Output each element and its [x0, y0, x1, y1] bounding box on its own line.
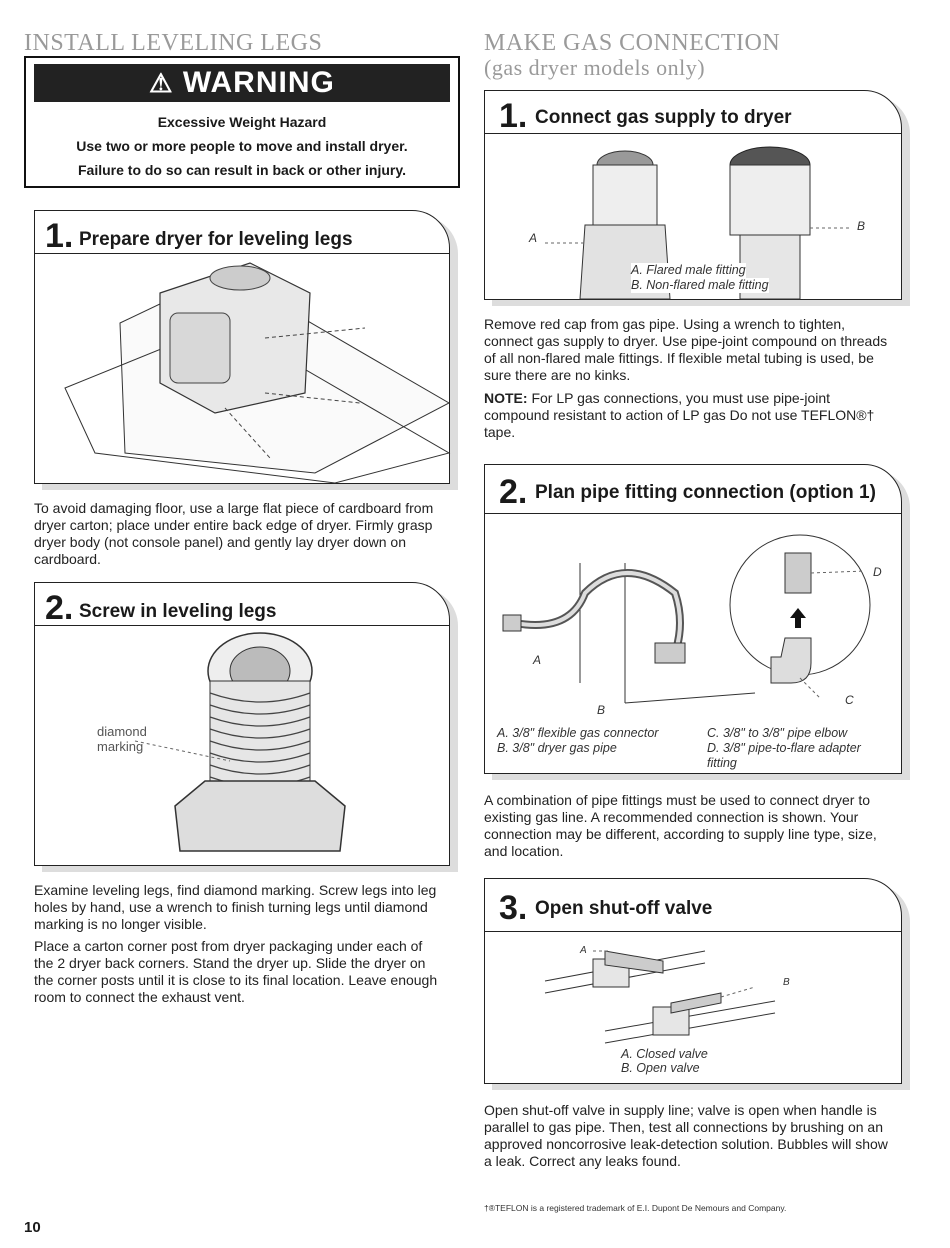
- section-heading-gas: MAKE GAS CONNECTION: [484, 30, 781, 56]
- caption-pipe-elbow: C. 3/8" to 3/8" pipe elbow: [707, 726, 848, 740]
- screw-legs-text-1: Examine leveling legs, find diamond marking. Screw legs into leg holes by hand, use a wrench to finish turning legs until diamond marking is no longer visible.: [34, 882, 437, 932]
- caption-closed-valve: A. Closed valve: [621, 1047, 708, 1061]
- connect-gas-text: Remove red cap from gas pipe. Using a wrench to tighten, connect gas supply to dryer. Use pipe-joint compound on threads of all non-flared male fittings. If flexible metal tubing is used, be sure there are no kinks.: [484, 316, 888, 383]
- step-title: Prepare dryer for leveling legs: [79, 229, 353, 250]
- step-title: Plan pipe fitting connection (option 1): [535, 482, 876, 503]
- warning-line-1: Excessive Weight Hazard: [157, 114, 327, 130]
- step-title: Connect gas supply to dryer: [535, 107, 792, 128]
- step-title: Open shut-off valve: [535, 898, 713, 919]
- dryer-on-cardboard-illustration: [35, 253, 449, 483]
- caption-open-valve: B. Open valve: [621, 1061, 700, 1075]
- prepare-dryer-text: To avoid damaging floor, use a large flat piece of cardboard from dryer carton; place under entire back edge of dryer. Firmly grasp dryer body (not console panel) and gently lay dryer down on cardboard.: [34, 500, 434, 567]
- warning-line-3: Failure to do so can result in back or other injury.: [77, 162, 407, 178]
- caption-flared: A. Flared male fitting: [631, 263, 746, 277]
- caption-flex-connector: A. 3/8" flexible gas connector: [497, 726, 659, 740]
- caption-flare-adapter: D. 3/8" pipe-to-flare adapter fitting: [707, 741, 861, 770]
- step-title: Screw in leveling legs: [79, 601, 277, 622]
- warning-box: [24, 56, 460, 188]
- connect-gas-note: NOTE: For LP gas connections, you must use pipe-joint compound resistant to action of LP gas Do not use TEFLON®† tape.: [484, 390, 875, 440]
- step-number: 1.: [45, 217, 74, 255]
- footnote: †®TEFLON is a registered trademark of E.I. Dupont De Nemours and Company.: [484, 1203, 787, 1213]
- shutoff-valve-text: Open shut-off valve in supply line; valve is open when handle is parallel to gas pipe. Then, test all connections by brushing on an approved noncorrosive leak-detection solution. Bubbles will show a leak. Correct any leaks found.: [484, 1102, 888, 1169]
- diamond-marking-label: diamond marking: [97, 724, 147, 754]
- warning-triangle-icon: ⚠: [149, 68, 174, 98]
- step-number: 2.: [499, 473, 528, 511]
- step-number: 1.: [499, 97, 528, 135]
- label-b: B: [857, 219, 866, 233]
- pipe-connection-illustration: [485, 513, 901, 723]
- card-screw-legs: [34, 582, 450, 866]
- warning-header: [34, 64, 450, 102]
- section-subheading-gas: (gas dryer models only): [484, 55, 706, 80]
- label-a: A: [533, 653, 542, 667]
- screw-legs-text-2: Place a carton corner post from dryer packaging under each of the 2 dryer back corners. Stand the dryer up. Slide the dryer on the corner posts until it is close to its final location. Leave enough room to connect the exhaust vent.: [34, 938, 438, 1005]
- card-prepare-dryer: [34, 210, 450, 484]
- warning-title: WARNING: [182, 66, 335, 99]
- caption-dryer-pipe: B. 3/8" dryer gas pipe: [497, 741, 617, 755]
- label-c: C: [845, 693, 854, 707]
- step-number: 3.: [499, 889, 528, 927]
- label-b: B: [597, 703, 606, 717]
- card-connect-gas: [484, 90, 902, 300]
- page-number: 10: [24, 1219, 41, 1236]
- step-number: 2.: [45, 589, 74, 627]
- card-pipe-fitting: [484, 464, 902, 774]
- label-a: A: [580, 945, 587, 956]
- label-b: B: [783, 977, 790, 988]
- label-a: A: [529, 231, 538, 245]
- caption-non-flared: B. Non-flared male fitting: [631, 278, 769, 292]
- label-d: D: [873, 565, 882, 579]
- card-shutoff-valve: [484, 878, 902, 1084]
- section-heading-leveling: INSTALL LEVELING LEGS: [24, 30, 323, 56]
- warning-line-2: Use two or more people to move and install dryer.: [76, 138, 408, 154]
- leveling-leg-illustration: [175, 631, 345, 861]
- pipe-fitting-text: A combination of pipe fittings must be used to connect dryer to existing gas line. A recommended connection is shown. Your connection may be different, according to supply line type, size, and location.: [484, 792, 877, 859]
